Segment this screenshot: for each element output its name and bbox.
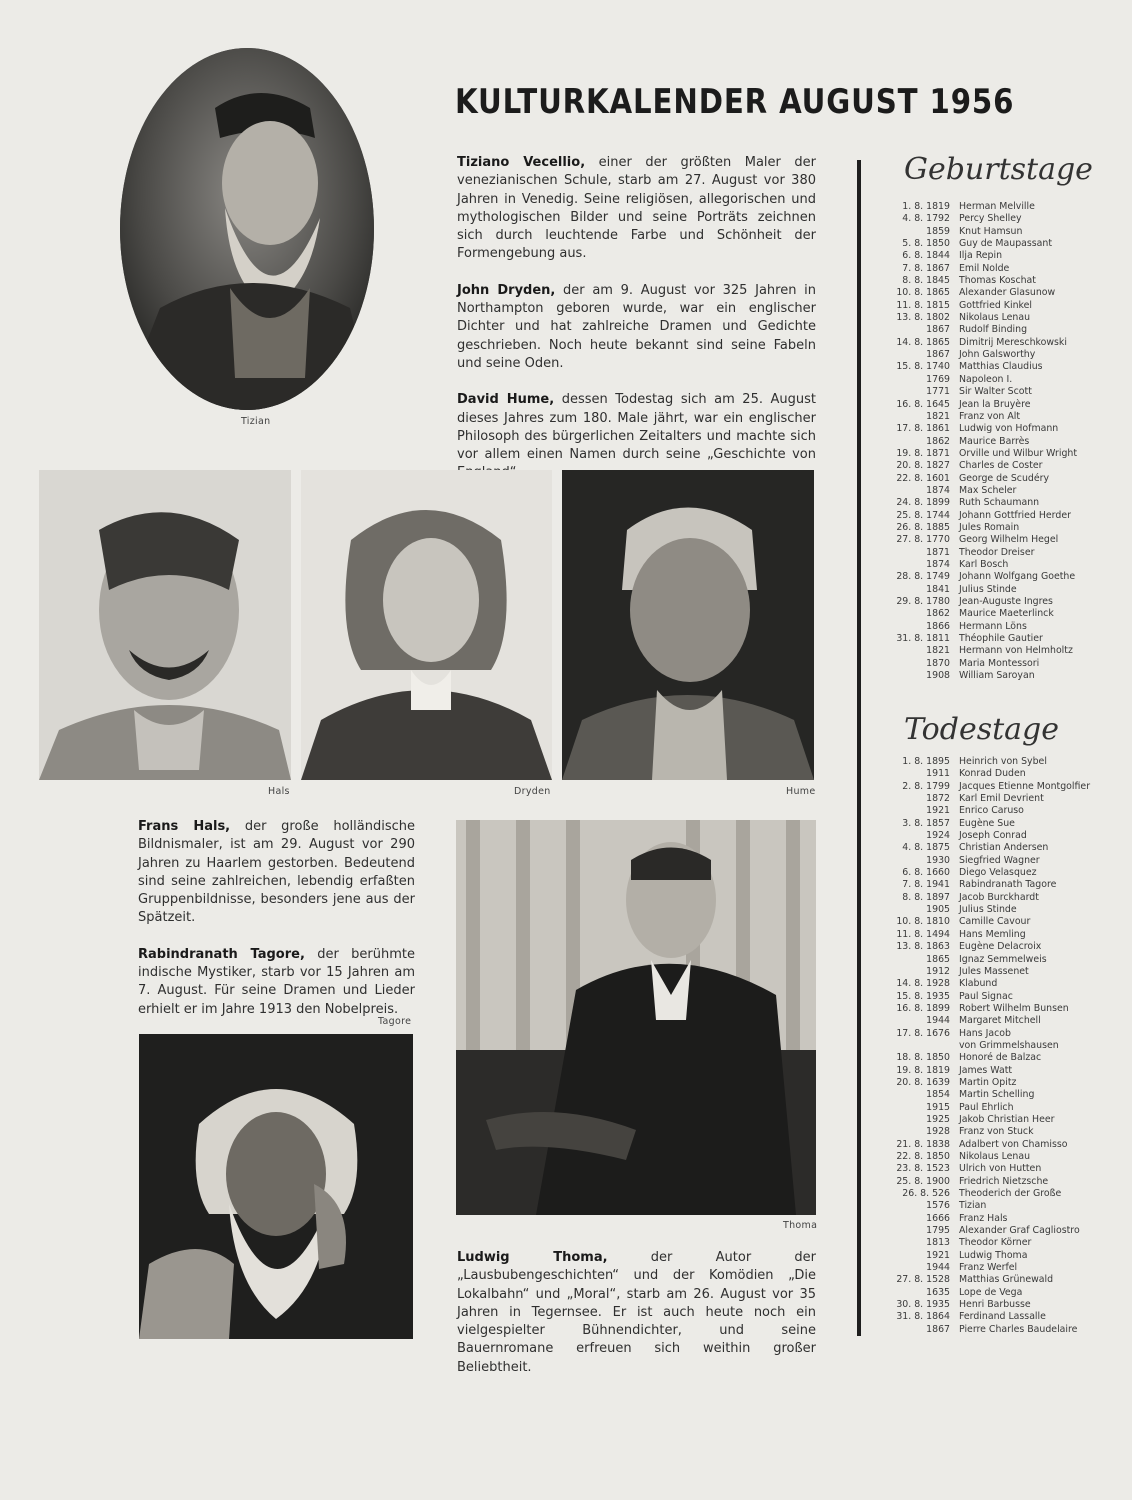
death-row xyxy=(862,756,1122,768)
death-row-date: 16. 8. 1899 xyxy=(896,1002,950,1014)
birthday-row xyxy=(862,448,1122,460)
birthday-row-name: Maurice Maeterlinck xyxy=(959,608,1054,620)
death-row-name: Julius Stinde xyxy=(959,904,1017,916)
death-row-date: 1867 xyxy=(926,1323,950,1335)
death-row-date: 19. 8. 1819 xyxy=(896,1064,950,1076)
birthday-row-date: 1771 xyxy=(926,386,950,398)
birthday-row-date: 17. 8. 1861 xyxy=(896,423,950,435)
death-row-date: 3. 8. 1857 xyxy=(902,817,950,829)
death-row-name: Heinrich von Sybel xyxy=(959,756,1047,767)
birthday-row-date: 31. 8. 1811 xyxy=(896,633,950,645)
death-row-name: Paul Signac xyxy=(959,990,1013,1002)
birthday-row-date: 20. 8. 1827 xyxy=(896,460,950,472)
birthday-row xyxy=(862,460,1122,472)
birthday-row-date: 1859 xyxy=(926,225,950,237)
birthday-row-name: Sir Walter Scott xyxy=(959,386,1032,398)
death-row xyxy=(862,1077,1122,1089)
death-row-name: Martin Schelling xyxy=(959,1089,1035,1101)
birthday-row-date: 19. 8. 1871 xyxy=(896,447,950,459)
article-tagore xyxy=(138,946,415,1019)
birthday-row xyxy=(862,645,1122,657)
death-row-name: Friedrich Nietzsche xyxy=(959,1175,1049,1187)
death-row-date: 27. 8. 1528 xyxy=(896,1274,950,1286)
death-row xyxy=(862,1237,1122,1249)
birthday-row-name: Jean la Bruyère xyxy=(959,398,1031,410)
birthday-row xyxy=(862,584,1122,596)
birthday-row-name: Jean-Auguste Ingres xyxy=(959,596,1053,607)
birthday-row-name: Ilja Repin xyxy=(959,250,1003,262)
birthday-row-name: Julius Stinde xyxy=(959,583,1017,595)
death-row-name: Adalbert von Chamisso xyxy=(959,1138,1068,1150)
birthday-row xyxy=(862,621,1122,633)
death-row xyxy=(862,879,1122,891)
birthday-row xyxy=(862,436,1122,448)
death-row xyxy=(862,1299,1122,1311)
death-row xyxy=(862,1225,1122,1237)
death-row xyxy=(862,830,1122,842)
death-row-date: 1576 xyxy=(926,1200,950,1212)
birthday-row-date: 26. 8. 1885 xyxy=(896,521,950,533)
death-row-date: 1928 xyxy=(926,1126,950,1138)
death-row-name: Martin Opitz xyxy=(959,1076,1017,1088)
birthday-row-date: 1769 xyxy=(926,373,950,385)
death-row-date: 31. 8. 1864 xyxy=(896,1311,950,1323)
death-row-date: 30. 8. 1935 xyxy=(896,1299,950,1311)
birthday-row xyxy=(862,522,1122,534)
birthday-row xyxy=(862,658,1122,670)
death-row xyxy=(862,1250,1122,1262)
death-row-date: 26. 8. 526 xyxy=(902,1188,950,1200)
death-row-name: Ludwig Thoma xyxy=(959,1249,1028,1261)
death-row xyxy=(862,1188,1122,1200)
death-row-date: 1872 xyxy=(926,793,950,805)
death-row-name: Honoré de Balzac xyxy=(959,1052,1042,1064)
caption-dryden: Dryden xyxy=(514,786,551,797)
death-row xyxy=(862,1151,1122,1163)
death-row-date: 14. 8. 1928 xyxy=(896,978,950,990)
death-row-date: 1854 xyxy=(926,1089,950,1101)
birthday-row-date: 25. 8. 1744 xyxy=(896,509,950,521)
birthday-row-date: 28. 8. 1749 xyxy=(896,571,950,583)
birthday-row-name: William Saroyan xyxy=(959,670,1035,682)
birthday-row xyxy=(862,670,1122,682)
birthday-row xyxy=(862,608,1122,620)
birthday-row-date: 1908 xyxy=(926,670,950,682)
death-row-name: Ignaz Semmelweis xyxy=(959,953,1047,965)
birthday-row-name: Johann Gottfried Herder xyxy=(959,509,1071,521)
death-row xyxy=(862,954,1122,966)
birthday-row-name: Emil Nolde xyxy=(959,262,1010,274)
birthday-row-date: 5. 8. 1850 xyxy=(902,238,950,250)
article-hals xyxy=(138,818,415,928)
death-row-date: 1944 xyxy=(926,1262,950,1274)
birthday-row xyxy=(862,596,1122,608)
birthday-row-date: 7. 8. 1867 xyxy=(902,262,950,274)
death-row-date: 1666 xyxy=(926,1212,950,1224)
birthday-row-name: Rudolf Binding xyxy=(959,324,1028,336)
death-row-date: 18. 8. 1850 xyxy=(896,1052,950,1064)
birthday-row-name: Nikolaus Lenau xyxy=(959,312,1031,324)
article-thoma xyxy=(457,1249,816,1377)
birthday-row-name: Max Scheler xyxy=(959,484,1017,496)
birthday-row-name: Knut Hamsun xyxy=(959,225,1023,237)
article-dryden-text: der am 9. August vor 325 Jahren in Northampton geboren wurde, war ein englischer Dichter und hat zahlreiche Dramen und Gedichte geschrieben. Noch heute bekannt sind seine Fabeln und seine Oden. xyxy=(457,282,817,371)
article-thoma-name: Ludwig Thoma, xyxy=(457,1250,608,1265)
death-row-date: 1813 xyxy=(926,1237,950,1249)
birthday-row-name: John Galsworthy xyxy=(959,349,1036,361)
death-row-name: Rabindranath Tagore xyxy=(959,879,1057,891)
birthday-row xyxy=(862,349,1122,361)
birthday-row xyxy=(862,386,1122,398)
dryden-portrait xyxy=(301,470,552,780)
death-row-name: Matthias Grünewald xyxy=(959,1274,1054,1286)
article-tizian-name: Tiziano Vecellio, xyxy=(457,155,586,170)
article-hume-text: dessen Todestag sich am 25. August dieses Jahres zum 180. Male jährt, war ein englischer Philosoph des bürgerlichen Zeitalters und machte sich vor allem einen Namen durch seine „Geschichte von xyxy=(457,392,817,463)
death-row xyxy=(862,768,1122,780)
death-row-date: 1912 xyxy=(926,965,950,977)
death-row-date: 10. 8. 1810 xyxy=(896,916,950,928)
birthday-row xyxy=(862,250,1122,262)
death-row-date: 23. 8. 1523 xyxy=(896,1163,950,1175)
death-row-name: Henri Barbusse xyxy=(959,1299,1031,1311)
hals-portrait xyxy=(39,470,291,780)
birthday-row xyxy=(862,559,1122,571)
death-row-name: Franz von Stuck xyxy=(959,1126,1034,1138)
birthday-row-name: Theodor Dreiser xyxy=(959,546,1035,558)
birthday-row-date: 1862 xyxy=(926,435,950,447)
birthday-row-date: 11. 8. 1815 xyxy=(896,299,950,311)
death-row xyxy=(862,793,1122,805)
death-row-date xyxy=(862,1040,959,1052)
death-row-name: Christian Andersen xyxy=(959,842,1049,854)
birthday-row xyxy=(862,263,1122,275)
birthday-row xyxy=(862,324,1122,336)
birthday-row-date: 29. 8. 1780 xyxy=(896,596,950,607)
birthday-row-date: 15. 8. 1740 xyxy=(896,361,950,373)
death-row-date: 1921 xyxy=(926,1249,950,1261)
death-row-date: 11. 8. 1494 xyxy=(896,928,950,940)
death-row-name: Lope de Vega xyxy=(959,1286,1023,1298)
birthday-row-date: 1862 xyxy=(926,608,950,620)
birthday-row-name: Alexander Glasunow xyxy=(959,287,1056,299)
birthday-row xyxy=(862,411,1122,423)
death-row-name: Franz Werfel xyxy=(959,1262,1018,1274)
death-row-name: Karl Emil Devrient xyxy=(959,793,1044,805)
caption-hals: Hals xyxy=(268,786,290,797)
birthday-row xyxy=(862,300,1122,312)
birthday-row-date: 10. 8. 1865 xyxy=(896,287,950,299)
death-row xyxy=(862,1015,1122,1027)
birthday-row xyxy=(862,201,1122,213)
death-row-name: Jules Massenet xyxy=(959,965,1029,977)
birthday-row xyxy=(862,485,1122,497)
page-title: KULTURKALENDER AUGUST 1956 xyxy=(455,82,1015,122)
tizian-portrait xyxy=(120,48,374,410)
birthday-row-date: 14. 8. 1865 xyxy=(896,336,950,348)
birthday-row xyxy=(862,510,1122,522)
death-row-date: 13. 8. 1863 xyxy=(896,941,950,953)
death-row xyxy=(862,1274,1122,1286)
caption-tizian: Tizian xyxy=(241,416,271,427)
death-row-name: Klabund xyxy=(959,978,998,990)
birthday-row-date: 1867 xyxy=(926,349,950,361)
death-row xyxy=(862,1262,1122,1274)
tagore-portrait xyxy=(139,1034,413,1339)
death-row-name: Camille Cavour xyxy=(959,916,1031,928)
death-row xyxy=(862,867,1122,879)
article-hals-text: der große holländische Bildnismaler, ist am 29. August vor 290 Jahren zu Haarlem gestorben. Bedeutend sind seine zahlreichen, lebendig erfaßten Gruppenbildnisse, besonders jene aus der Spätzeit. xyxy=(138,819,415,926)
article-tizian-text: einer der größten Maler der venezianischen Schule, starb am 27. August vor 380 Jahren in Venedig. Seine religiösen, allegorischen und mythologischen Bilder und seine Porträts zeichnen sich durch leuchtende Farbe und Schönheit der Formengebung aus. xyxy=(457,155,816,262)
death-row xyxy=(862,1311,1122,1323)
death-row xyxy=(862,1114,1122,1126)
birthday-row-name: Hermann Löns xyxy=(959,620,1027,632)
birthday-row-date: 22. 8. 1601 xyxy=(896,472,950,484)
death-row xyxy=(862,1102,1122,1114)
death-row xyxy=(862,1163,1122,1175)
birthday-row-date: 8. 8. 1845 xyxy=(902,275,950,287)
death-row xyxy=(862,1287,1122,1299)
death-row xyxy=(862,1052,1122,1064)
death-row-date: 22. 8. 1850 xyxy=(896,1151,950,1162)
article-tizian xyxy=(457,154,816,264)
article-hals-name: Frans Hals, xyxy=(138,819,231,834)
death-row-date: 20. 8. 1639 xyxy=(896,1076,950,1088)
death-row-date: 1911 xyxy=(926,768,950,780)
death-row xyxy=(862,904,1122,916)
death-row-name: Eugène Sue xyxy=(959,817,1015,829)
birthday-row-name: Ruth Schaumann xyxy=(959,497,1040,509)
birthday-row-date: 1821 xyxy=(926,410,950,422)
death-row xyxy=(862,1065,1122,1077)
deaths-heading: Todestage xyxy=(904,712,1059,747)
death-row-date: 1795 xyxy=(926,1225,950,1237)
death-row-date: 2. 8. 1799 xyxy=(902,780,950,792)
death-row-name: James Watt xyxy=(959,1064,1013,1076)
death-row-name: Ulrich von Hutten xyxy=(959,1163,1042,1175)
birthday-row-date: 27. 8. 1770 xyxy=(896,534,950,546)
birthday-row-name: Karl Bosch xyxy=(959,558,1009,570)
article-hume-name: David Hume, xyxy=(457,392,555,408)
death-row-name: Eugène Delacroix xyxy=(959,941,1042,953)
birthday-row-date: 1871 xyxy=(926,546,950,558)
death-row-name: Paul Ehrlich xyxy=(959,1101,1014,1113)
death-row-date: 1944 xyxy=(926,1015,950,1027)
birthday-row-date: 13. 8. 1802 xyxy=(896,312,950,324)
death-row-date: 1925 xyxy=(926,1113,950,1125)
death-row-date: 1. 8. 1895 xyxy=(902,756,950,767)
birthday-row-name: Guy de Maupassant xyxy=(959,238,1053,250)
death-row-name: Konrad Duden xyxy=(959,768,1026,780)
article-dryden-name: John Dryden, xyxy=(457,282,556,298)
birthday-row-date: 1866 xyxy=(926,620,950,632)
birthday-row-name: Maria Montessori xyxy=(959,657,1040,669)
death-row-name: Jacob Burckhardt xyxy=(959,891,1039,903)
birthday-row xyxy=(862,423,1122,435)
death-row xyxy=(862,1089,1122,1101)
birthday-row-name: Théophile Gautier xyxy=(959,633,1043,645)
birthdays-heading: Geburtstage xyxy=(904,152,1093,187)
death-row-date: 1930 xyxy=(926,854,950,866)
death-row-name: Ferdinand Lassalle xyxy=(959,1311,1046,1323)
article-tagore-text: der berühmte indische Mystiker, starb vor 15 Jahren am 7. August. Für seine Dramen und Lieder erhielt er im Jahre 1913 den Nobelpreis. xyxy=(138,946,415,1017)
birthday-row-name: Franz von Alt xyxy=(959,410,1021,422)
birthday-row xyxy=(862,337,1122,349)
birthday-row-date: 1874 xyxy=(926,484,950,496)
death-row xyxy=(862,1040,1122,1052)
death-row xyxy=(862,805,1122,817)
birthday-row-name: Ludwig von Hofmann xyxy=(959,423,1059,435)
death-row xyxy=(862,892,1122,904)
death-row-name: Tizian xyxy=(959,1200,987,1212)
death-row-date: 1924 xyxy=(926,830,950,842)
birthday-row-name: Dimitrij Mereschkowski xyxy=(959,336,1067,348)
death-row-name: Theodor Körner xyxy=(959,1237,1032,1249)
caption-tagore: Tagore xyxy=(378,1016,412,1027)
article-tagore-name: Rabindranath Tagore, xyxy=(138,946,305,962)
death-row-date: 1915 xyxy=(926,1101,950,1113)
birthday-row xyxy=(862,361,1122,373)
death-row xyxy=(862,1213,1122,1225)
birthday-row-name: Hermann von Helmholtz xyxy=(959,645,1073,657)
birthday-row-name: Thomas Koschat xyxy=(959,275,1036,287)
death-row-name: Diego Velasquez xyxy=(959,867,1037,879)
birthday-row xyxy=(862,226,1122,238)
death-row-name: Hans Jacob xyxy=(959,1027,1011,1039)
death-row xyxy=(862,818,1122,830)
birthday-row-date: 1. 8. 1819 xyxy=(902,201,950,212)
hume-portrait xyxy=(562,470,814,780)
death-row-date: 25. 8. 1900 xyxy=(896,1175,950,1187)
death-row-name: Margaret Mitchell xyxy=(959,1015,1041,1027)
birthday-row-name: Johann Wolfgang Goethe xyxy=(959,571,1076,583)
birthday-row-date: 24. 8. 1899 xyxy=(896,497,950,509)
death-row xyxy=(862,916,1122,928)
death-row-name: Hans Memling xyxy=(959,928,1026,940)
death-row-name: Alexander Graf Cagliostro xyxy=(959,1225,1080,1237)
death-row-date: 6. 8. 1660 xyxy=(902,867,950,879)
birthday-row xyxy=(862,238,1122,250)
birthday-row-name: Napoleon I. xyxy=(959,373,1013,385)
death-row xyxy=(862,1003,1122,1015)
death-row xyxy=(862,991,1122,1003)
birthday-row xyxy=(862,275,1122,287)
death-row xyxy=(862,978,1122,990)
death-row xyxy=(862,1200,1122,1212)
birthday-row xyxy=(862,534,1122,546)
deaths-list xyxy=(862,756,1122,1336)
death-row-name: Nikolaus Lenau xyxy=(959,1151,1031,1162)
death-row-date: 1921 xyxy=(926,805,950,817)
birthday-row-name: Matthias Claudius xyxy=(959,361,1043,373)
death-row xyxy=(862,929,1122,941)
birthday-row-date: 1874 xyxy=(926,558,950,570)
birthday-row xyxy=(862,571,1122,583)
death-row-date: 15. 8. 1935 xyxy=(896,990,950,1002)
column-divider xyxy=(857,160,861,1336)
birthday-row-date: 1841 xyxy=(926,583,950,595)
death-row-name: Robert Wilhelm Bunsen xyxy=(959,1002,1069,1014)
death-row xyxy=(862,1176,1122,1188)
caption-thoma: Thoma xyxy=(783,1220,818,1231)
caption-hume: Hume xyxy=(786,786,816,797)
death-row-date: 1865 xyxy=(926,953,950,965)
death-row-name: Theoderich der Große xyxy=(959,1188,1062,1200)
death-row xyxy=(862,1028,1122,1040)
birthday-row xyxy=(862,374,1122,386)
birthday-row-name: Jules Romain xyxy=(959,521,1020,533)
death-row-date: 1635 xyxy=(926,1286,950,1298)
birthdays-list xyxy=(862,201,1122,682)
thoma-portrait xyxy=(456,820,816,1215)
article-thoma-text: der Autor der „Lausbubengeschichten“ und der Komödien „Die Lokalbahn“ und „Moral“, starb am 26. August vor 35 Jahren in Tegernsee. Er ist auch heute noch ein vielgespielter Bühnendichter, und seine Bauernromane erfreuen sich weithin großer Beliebtheit. xyxy=(457,1250,816,1375)
death-row xyxy=(862,855,1122,867)
death-row-name: Franz Hals xyxy=(959,1212,1008,1224)
birthday-row xyxy=(862,633,1122,645)
article-dryden xyxy=(457,282,816,373)
birthday-row-name: Georg Wilhelm Hegel xyxy=(959,534,1059,546)
death-row xyxy=(862,781,1122,793)
birthday-row xyxy=(862,213,1122,225)
birthday-row-name: Percy Shelley xyxy=(959,213,1022,225)
birthday-row xyxy=(862,547,1122,559)
birthday-row-name: George de Scudéry xyxy=(959,472,1050,484)
birthday-row-date: 1870 xyxy=(926,657,950,669)
birthday-row xyxy=(862,287,1122,299)
death-row-date: 17. 8. 1676 xyxy=(896,1027,950,1039)
death-row-name: Jacques Etienne Montgolfier xyxy=(959,780,1091,792)
death-row-date: 8. 8. 1897 xyxy=(902,891,950,903)
death-row-name: Jakob Christian Heer xyxy=(959,1113,1055,1125)
death-row xyxy=(862,1324,1122,1336)
death-row xyxy=(862,1139,1122,1151)
death-row xyxy=(862,1126,1122,1138)
death-row-name: Enrico Caruso xyxy=(959,805,1024,817)
death-row-name: Pierre Charles Baudelaire xyxy=(959,1323,1078,1335)
birthday-row-name: Charles de Coster xyxy=(959,460,1043,472)
birthday-row-date: 1821 xyxy=(926,645,950,657)
birthday-row xyxy=(862,399,1122,411)
death-row-name: Siegfried Wagner xyxy=(959,854,1040,866)
death-row-date: 21. 8. 1838 xyxy=(896,1138,950,1150)
death-row xyxy=(862,842,1122,854)
death-row-name: Joseph Conrad xyxy=(959,830,1027,842)
death-row-date: 1905 xyxy=(926,904,950,916)
birthday-row-name: Herman Melville xyxy=(959,201,1035,212)
death-row xyxy=(862,966,1122,978)
birthday-row xyxy=(862,312,1122,324)
birthday-row xyxy=(862,473,1122,485)
birthday-row xyxy=(862,497,1122,509)
death-row-name: von Grimmelshausen xyxy=(959,1039,1059,1051)
birthday-row-name: Orville und Wilbur Wright xyxy=(959,447,1078,459)
birthday-row-name: Gottfried Kinkel xyxy=(959,299,1032,311)
birthday-row-date: 16. 8. 1645 xyxy=(896,398,950,410)
birthday-row-date: 4. 8. 1792 xyxy=(902,213,950,225)
birthday-row-date: 1867 xyxy=(926,324,950,336)
death-row xyxy=(862,941,1122,953)
birthday-row-date: 6. 8. 1844 xyxy=(902,250,950,262)
death-row-date: 7. 8. 1941 xyxy=(902,879,950,891)
death-row-date: 4. 8. 1875 xyxy=(902,842,950,854)
birthday-row-name: Maurice Barrès xyxy=(959,435,1030,447)
